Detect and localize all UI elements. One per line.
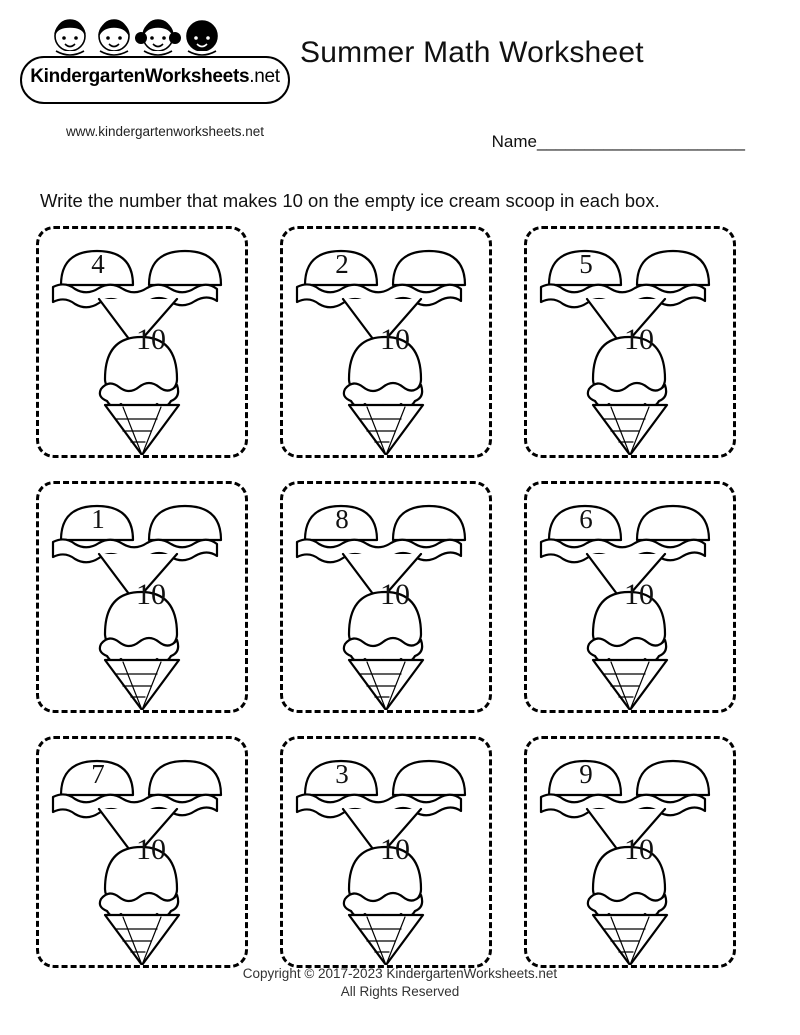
name-field-label[interactable]: Name______________________ xyxy=(491,132,745,151)
page-header xyxy=(0,0,800,150)
instructions-text: Write the number that makes 10 on the empty ice cream scoop in each box. xyxy=(40,190,660,211)
problem-box[interactable] xyxy=(280,226,492,458)
left-scoop-number: 4 xyxy=(91,249,105,279)
left-scoop-number: 7 xyxy=(91,759,105,789)
middle-scoop-number: 10 xyxy=(380,323,410,356)
page-title: Summer Math Worksheet xyxy=(300,36,644,69)
problem-grid xyxy=(36,226,764,981)
logo-text-kindergarten: Kindergarten xyxy=(30,66,145,87)
copyright-text: Copyright © 2017-2023 KindergartenWorksheets.net xyxy=(242,966,558,981)
left-scoop-number: 6 xyxy=(579,504,593,534)
problem-box[interactable] xyxy=(524,226,736,458)
problem-box[interactable] xyxy=(524,481,736,713)
site-url: www.kindergartenworksheets.net xyxy=(65,124,265,139)
left-scoop-number: 5 xyxy=(579,249,593,279)
problem-box[interactable] xyxy=(280,736,492,968)
logo-text-worksheets: Worksheets xyxy=(144,66,250,87)
page-footer xyxy=(0,965,800,1001)
rights-text: All Rights Reserved xyxy=(340,984,460,999)
problem-box[interactable] xyxy=(280,481,492,713)
middle-scoop-number: 10 xyxy=(624,578,654,611)
middle-scoop-number: 10 xyxy=(136,833,166,866)
left-scoop-number: 2 xyxy=(335,249,349,279)
left-scoop-number: 9 xyxy=(579,759,593,789)
logo-text-net: .net xyxy=(249,66,280,87)
middle-scoop-number: 10 xyxy=(380,833,410,866)
logo-wordmark xyxy=(20,66,290,88)
left-scoop-number: 1 xyxy=(91,504,105,534)
problem-box[interactable] xyxy=(36,736,248,968)
problem-box[interactable] xyxy=(36,481,248,713)
problem-box[interactable] xyxy=(36,226,248,458)
middle-scoop-number: 10 xyxy=(136,323,166,356)
middle-scoop-number: 10 xyxy=(624,833,654,866)
middle-scoop-number: 10 xyxy=(380,578,410,611)
middle-scoop-number: 10 xyxy=(624,323,654,356)
left-scoop-number: 8 xyxy=(335,504,349,534)
problem-box[interactable] xyxy=(524,736,736,968)
left-scoop-number: 3 xyxy=(335,759,349,789)
middle-scoop-number: 10 xyxy=(136,578,166,611)
